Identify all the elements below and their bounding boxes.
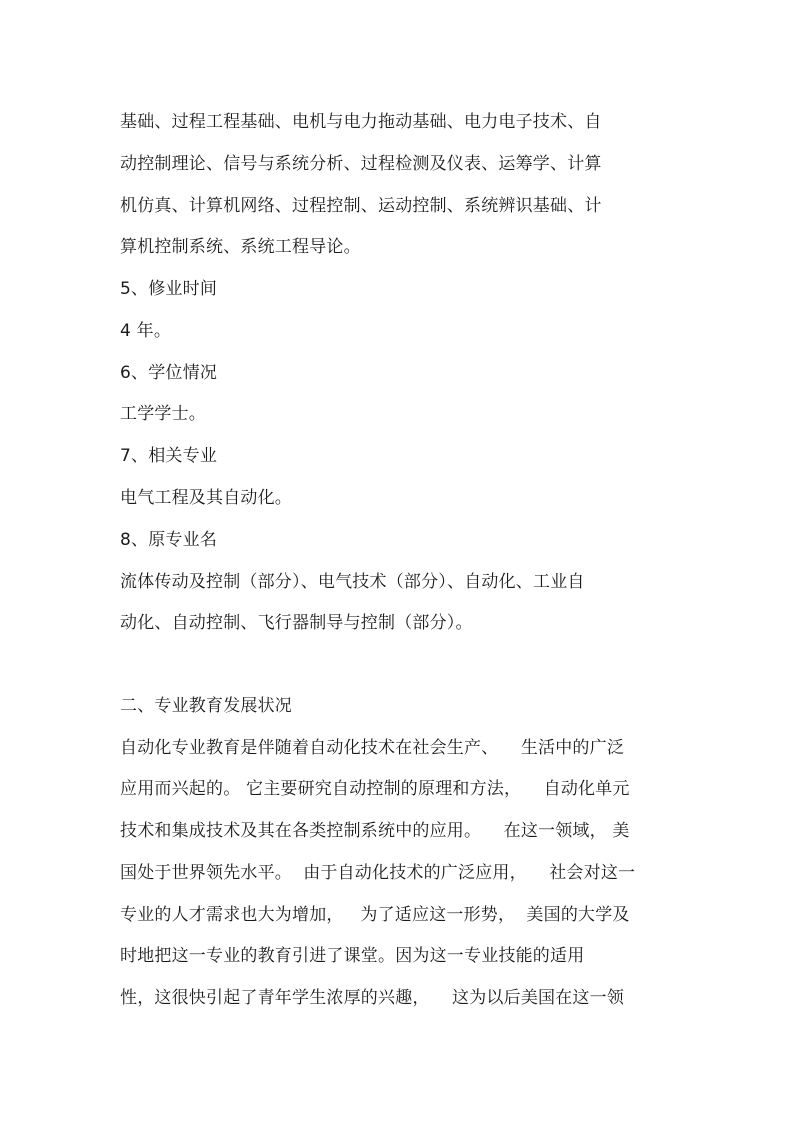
section-heading: 7、相关专业 bbox=[120, 446, 218, 466]
section-heading: 8、原专业名 bbox=[120, 530, 218, 550]
section-heading: 5、修业时间 bbox=[120, 279, 218, 299]
text-line: 4 年。 bbox=[120, 321, 172, 341]
chapter-heading: 二、专业教育发展状况 bbox=[120, 696, 292, 716]
section-heading: 6、学位情况 bbox=[120, 363, 218, 383]
text-line: 流体传动及控制（部分）、电气技术（部分）、自动化、工业自 bbox=[120, 572, 585, 592]
text-line: 算机控制系统、系统工程导论。 bbox=[120, 237, 361, 257]
text-line: 应用而兴起的。 它主要研究自动控制的原理和方法， 自动化单元 bbox=[120, 779, 630, 799]
text-line: 专业的人才需求也大为增加， 为了适应这一形势， 美国的大学及 bbox=[120, 905, 630, 925]
text-line: 时地把这一专业的教育引进了课堂。因为这一专业技能的适用 bbox=[120, 946, 585, 966]
text-line: 电气工程及其自动化。 bbox=[120, 488, 292, 508]
text-line: 基础、过程工程基础、电机与电力拖动基础、电力电子技术、自 bbox=[120, 112, 602, 132]
text-line: 机仿真、计算机网络、过程控制、运动控制、系统辨识基础、计 bbox=[120, 196, 602, 216]
text-line: 工学学士。 bbox=[120, 404, 206, 424]
text-line: 技术和集成技术及其在各类控制系统中的应用。 在这一领域， 美 bbox=[120, 821, 630, 841]
text-line: 自动化专业教育是伴随着自动化技术在社会生产、 生活中的广泛 bbox=[120, 738, 625, 758]
text-line: 国处于世界领先水平。 由于自动化技术的广泛应用， 社会对这一 bbox=[120, 863, 636, 883]
text-line: 性，这很快引起了青年学生浓厚的兴趣， 这为以后美国在这一领 bbox=[120, 988, 625, 1008]
text-line: 动控制理论、信号与系统分析、过程检测及仪表、运筹学、计算 bbox=[120, 154, 602, 174]
text-line: 动化、自动控制、飞行器制导与控制（部分）。 bbox=[120, 613, 473, 633]
